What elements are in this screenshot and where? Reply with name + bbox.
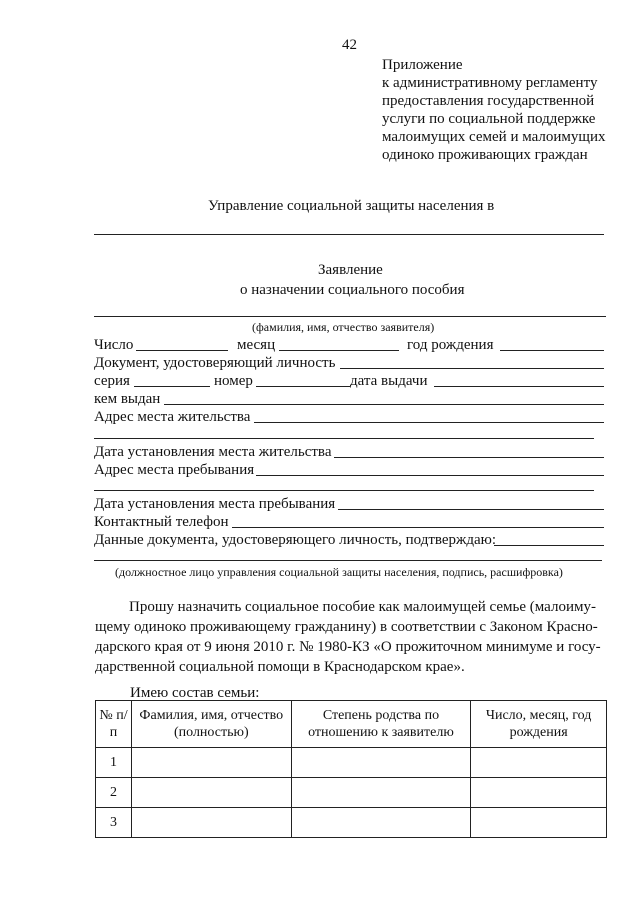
- row-birthdate-cell[interactable]: [471, 808, 607, 838]
- month-label: месяц: [237, 337, 276, 353]
- stay-date-row: [94, 495, 606, 513]
- official-signature-line[interactable]: [94, 560, 602, 561]
- appendix-line: Приложение: [382, 57, 463, 73]
- department-line[interactable]: [94, 234, 604, 235]
- confirm-row: [94, 531, 606, 549]
- form-subtitle: о назначении социального пособия: [240, 282, 465, 298]
- row-number: 2: [96, 778, 132, 808]
- table-row: [96, 778, 607, 808]
- birth-row: [94, 336, 606, 354]
- appendix-line: малоимущих семей и малоимущих: [382, 129, 606, 145]
- birth-year-label: год рождения: [407, 337, 494, 353]
- residence-address-label: Адрес места жительства: [94, 409, 251, 425]
- row-relation-cell[interactable]: [291, 778, 471, 808]
- issued-by-field[interactable]: [164, 404, 604, 405]
- table-row: [96, 748, 607, 778]
- residence-date-row: [94, 443, 606, 461]
- stay-address-label: Адрес места пребывания: [94, 462, 255, 478]
- issued-by-label: кем выдан: [94, 391, 161, 407]
- official-caption: (должностное лицо управления социальной защиты населения, подпись, расшифровка): [115, 565, 563, 579]
- residence-date-label: Дата установления места жительства: [94, 444, 332, 460]
- month-field[interactable]: [279, 350, 399, 351]
- family-label: Имею состав семьи:: [130, 685, 260, 701]
- row-fio-cell[interactable]: [131, 778, 291, 808]
- request-line: дарственной социальной помощи в Краснодарском крае».: [95, 659, 465, 675]
- header-number: № п/п: [96, 701, 132, 748]
- row-fio-cell[interactable]: [131, 808, 291, 838]
- residence-date-field[interactable]: [334, 457, 604, 458]
- issue-date-label: дата выдачи: [350, 373, 428, 389]
- row-number: 3: [96, 808, 132, 838]
- row-number: 1: [96, 748, 132, 778]
- residence-address-row: [94, 408, 606, 426]
- stay-date-label: Дата установления места пребывания: [94, 496, 336, 512]
- number-label: номер: [214, 373, 253, 389]
- stay-address-row: [94, 461, 606, 479]
- birth-year-field[interactable]: [500, 350, 604, 351]
- form-title: Заявление: [318, 262, 383, 278]
- table-row: [96, 808, 607, 838]
- confirm-label: Данные документа, удостоверяющего личность, подтверждаю:: [94, 532, 497, 548]
- series-label: серия: [94, 373, 130, 389]
- table-header-row: [96, 701, 607, 748]
- fio-line[interactable]: [94, 316, 606, 317]
- row-relation-cell[interactable]: [291, 748, 471, 778]
- confirm-field[interactable]: [494, 545, 604, 546]
- row-birthdate-cell[interactable]: [471, 778, 607, 808]
- request-line: щему одиноко проживающему гражданину) в соответствии с Законом Красно-: [95, 619, 598, 635]
- request-paragraph: [95, 597, 607, 677]
- series-row: [94, 372, 606, 390]
- header-birthdate: Число, месяц, год рождения: [471, 701, 607, 748]
- row-relation-cell[interactable]: [291, 808, 471, 838]
- residence-address-extra-line[interactable]: [94, 438, 594, 439]
- row-fio-cell[interactable]: [131, 748, 291, 778]
- residence-address-field[interactable]: [254, 422, 604, 423]
- request-line: дарского края от 9 июня 2010 г. № 1980-КЗ «О прожиточном минимуме и госу-: [95, 639, 601, 655]
- request-line: Прошу назначить социальное пособие как малоимущей семье (малоиму-: [129, 599, 596, 615]
- header-relation: Степень родства по отношению к заявителю: [291, 701, 471, 748]
- appendix-line: услуги по социальной поддержке: [382, 111, 596, 127]
- appendix-line: предоставления государственной: [382, 93, 595, 109]
- row-birthdate-cell[interactable]: [471, 748, 607, 778]
- fio-caption: (фамилия, имя, отчество заявителя): [252, 320, 435, 334]
- appendix-block: [382, 56, 605, 164]
- page-number: 42: [342, 37, 357, 53]
- appendix-line: к административному регламенту: [382, 75, 598, 91]
- day-field[interactable]: [136, 350, 228, 351]
- phone-row: [94, 513, 606, 531]
- header-fio: Фамилия, имя, отчество (полностью): [131, 701, 291, 748]
- id-document-label: Документ, удостоверяющий личность: [94, 355, 336, 371]
- stay-address-field[interactable]: [256, 475, 604, 476]
- issue-date-field[interactable]: [434, 386, 604, 387]
- number-field[interactable]: [256, 386, 350, 387]
- phone-field[interactable]: [232, 527, 604, 528]
- stay-address-extra-line[interactable]: [94, 490, 594, 491]
- family-table: [95, 700, 607, 838]
- day-label: Число: [94, 337, 134, 353]
- stay-date-field[interactable]: [338, 509, 604, 510]
- phone-label: Контактный телефон: [94, 514, 229, 530]
- appendix-line: одиноко проживающих граждан: [382, 147, 588, 163]
- department-heading: Управление социальной защиты населения в: [208, 198, 495, 214]
- issued-by-row: [94, 390, 606, 408]
- id-document-field[interactable]: [340, 368, 604, 369]
- id-document-row: [94, 354, 606, 372]
- series-field[interactable]: [134, 386, 210, 387]
